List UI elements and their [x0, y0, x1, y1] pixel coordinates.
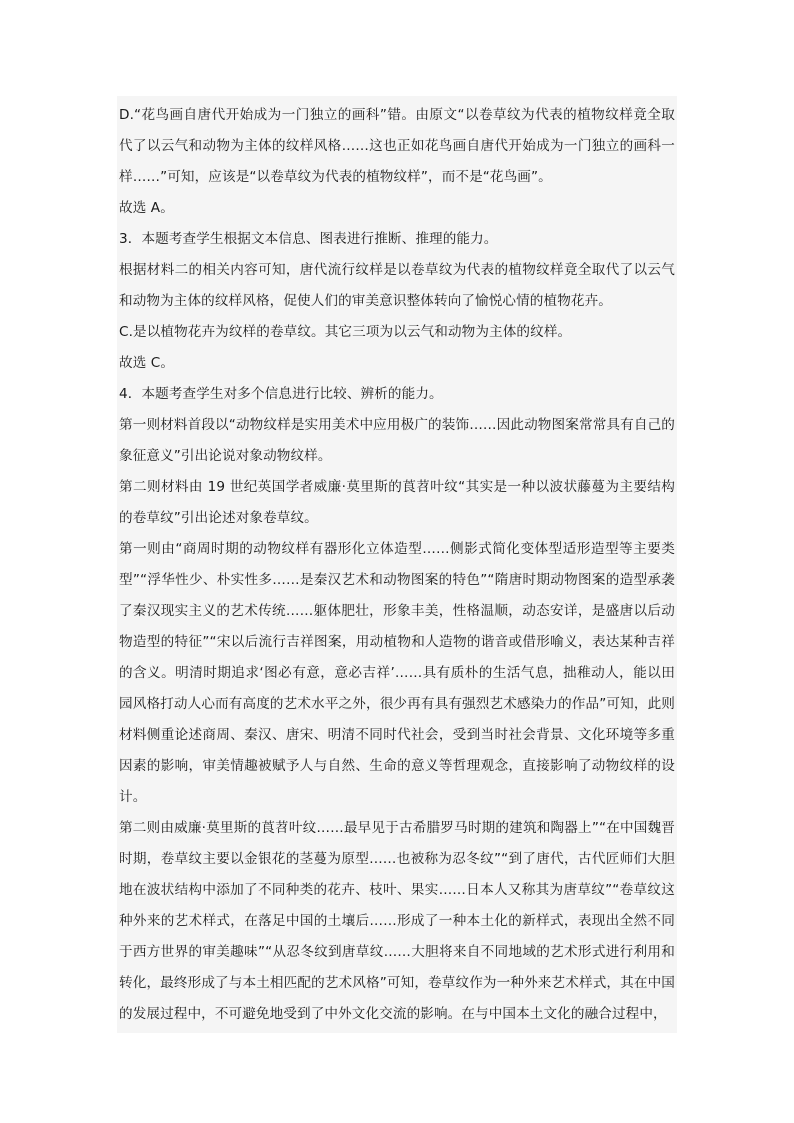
paragraph-material-one-analysis: 第一则由“商周时期的动物纹样有器形化立体造型……侧影式简化变体型适形造型等主要类型”“浮华性少、朴实性多……是秦汉艺术和动物图案的特色”“隋唐时期动物图案的造型承袭了秦汉现实主义的艺术传统……躯体肥壮，形象丰美，性格温顺，动态安详，是盛唐以后动物造型的特征”“宋以后流行吉祥图案，用动植物和人造物的谐音或借形喻义，表达某种吉祥的含义。明清时期追求‘图必有意，意必吉祥’……具有质朴的生活气息，拙稚动人，能以田园风格打动人心而有高度的艺术水平之外，很少再有具有强烈艺术感染力的作品”可知，此则材料侧重论述商周、秦汉、唐宋、明清不同时代社会，受到当时社会背景、文化环境等多重因素的影响，审美情趣被赋予人与自然、生命的意义等哲理观念，直接影响了动物纹样的设计。	[119, 541, 675, 805]
paragraph-option-c: C.是以植物花卉为纹样的卷草纹。其它三项为以云气和动物为主体的纹样。	[119, 324, 572, 340]
paragraph-material-two-analysis: 第二则由威廉·莫里斯的莨苕叶纹……最早见于古希腊罗马时期的建筑和陶器上”“在中国魏晋时期，卷草纹主要以金银花的茎蔓为原型……也被称为忍冬纹”“到了唐代，古代匠师们大胆地在波状结构中添加了不同种类的花卉、枝叶、果实……日本人又称其为唐草纹”“卷草纹这种外来的艺术样式，在落足中国的土壤后……形成了一种本土化的新样式，表现出全然不同于西方世界的审美趣味”“从忍冬纹到唐草纹……大胆将来自不同地域的艺术形式进行利用和转化，最终形成了与本土相匹配的艺术风格”可知，卷草纹作为一种外来艺术样式，其在中国的发展过程中，不可避免地受到了中外文化交流的影响。在与中国本土文化的融合过程中，	[119, 820, 675, 1022]
paragraph-q3-analysis: 根据材料二的相关内容可知，唐代流行纹样是以卷草纹为代表的植物纹样竟全取代了以云气和动物为主体的纹样风格，促使人们的审美意识整体转向了愉悦心情的植物花卉。	[119, 262, 675, 309]
paragraph-q3-heading: 3．本题考查学生根据文本信息、图表进行推断、推理的能力。	[119, 231, 498, 247]
paragraph-q4-heading: 4．本题考查学生对多个信息进行比较、辨析的能力。	[119, 386, 443, 402]
paragraph-answer-c: 故选 C。	[119, 355, 175, 371]
paragraph-option-d: D.“花鸟画自唐代开始成为一门独立的画科”错。由原文“以卷草纹为代表的植物纹样竟全取代了以云气和动物为主体的纹样风格……这也正如花鸟画自唐代开始成为一门独立的画科一样……”可知，应该是“以卷草纹为代表的植物纹样”，而不是“花鸟画”。	[119, 107, 675, 185]
paragraph-answer-a: 故选 A。	[119, 200, 174, 216]
document-body	[117, 96, 677, 1033]
paragraph-material-one-intro: 第一则材料首段以“动物纹样是实用美术中应用极广的装饰……因此动物图案常常具有自己的象征意义”引出论说对象动物纹样。	[119, 417, 675, 464]
paragraph-material-two-intro: 第二则材料由 19 世纪英国学者威廉·莫里斯的莨苕叶纹“其实是一种以波状藤蔓为主要结构的卷草纹”引出论述对象卷草纹。	[119, 479, 675, 526]
